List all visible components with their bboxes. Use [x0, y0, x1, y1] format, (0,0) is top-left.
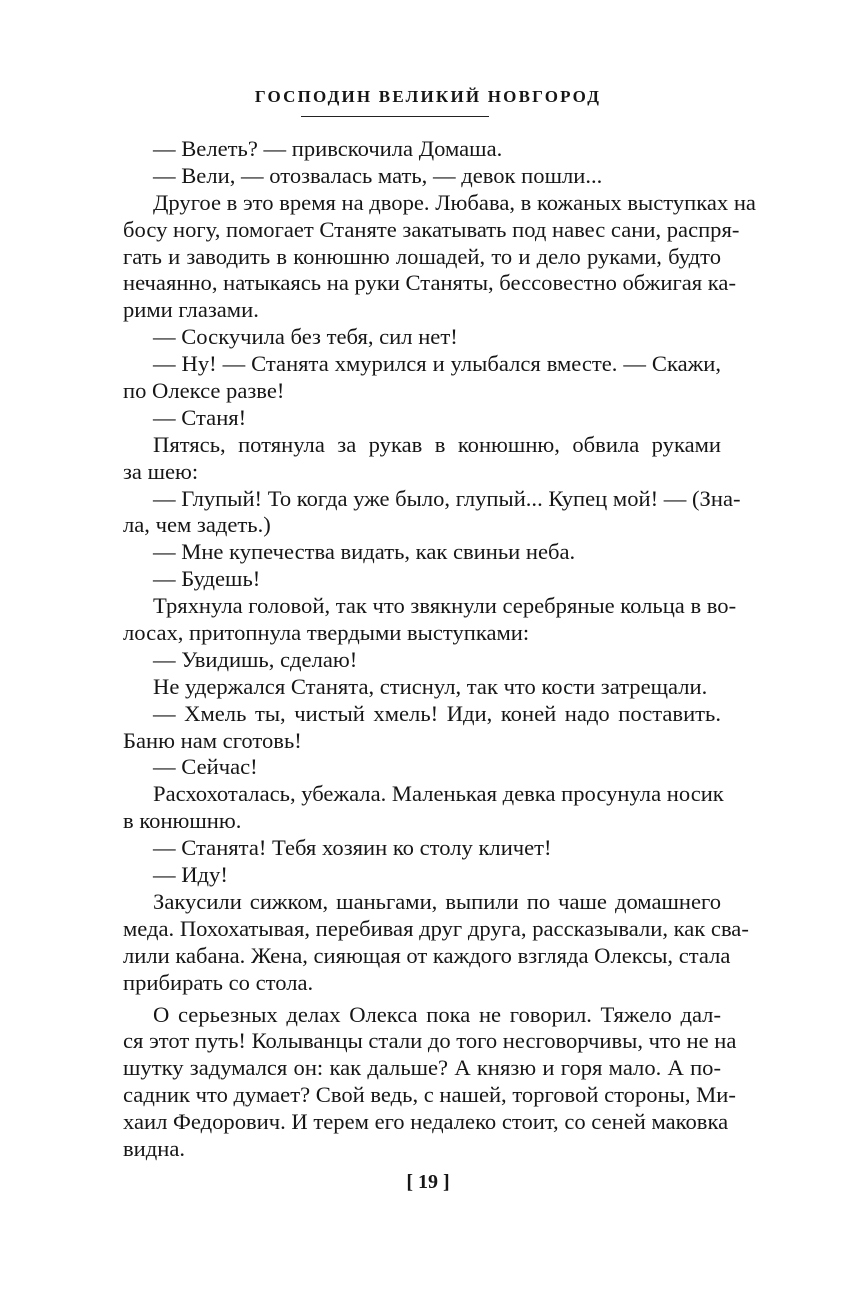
text-line: — Будешь!	[153, 566, 261, 592]
text-line: — Станя!	[153, 404, 247, 430]
text-line: — Велеть? — привскочила Домаша.	[153, 136, 503, 161]
text-line: — Иду!	[153, 862, 228, 888]
text-line: нечаянно, натыкаясь на руки Станяты, бессовестно обжигая ка-	[123, 270, 736, 296]
text-line: — Сейчас!	[153, 754, 258, 780]
text-line: ла, чем задеть.)	[123, 512, 271, 538]
body-text	[123, 136, 756, 1163]
text-line: за шею:	[123, 458, 199, 484]
text-line: — Вели, — отозвалась мать, — девок пошли...	[153, 162, 603, 188]
text-line: — Мне купечества видать, как свиньи неба.	[153, 539, 576, 565]
header-rule	[301, 116, 489, 117]
running-head: ГОСПОДИН ВЕЛИКИЙ НОВГОРОД	[254, 87, 602, 106]
text-line: Баню нам сготовь!	[123, 727, 302, 753]
text-line: Тряхнула головой, так что звякнули серебряные кольца в во-	[153, 593, 737, 619]
text-line: — Глупый! То когда уже было, глупый... Купец мой! — (Зна-	[153, 485, 741, 511]
text-line: — Увидишь, сделаю!	[153, 646, 358, 672]
text-line: — Хмель ты, чистый хмель! Иди, коней надо поставить.	[153, 700, 721, 726]
text-line: лосах, притопнула твердыми выступками:	[123, 620, 530, 646]
text-line: хаил Федорович. И терем его недалеко стоит, со сеней маковка	[123, 1109, 729, 1135]
text-line: Другое в это время на дворе. Любава, в кожаных выступках на	[153, 189, 756, 215]
text-line: ся этот путь! Колыванцы стали до того несговорчивы, что не на	[123, 1028, 737, 1054]
text-line: — Соскучила без тебя, сил нет!	[153, 324, 458, 350]
text-line: босу ногу, помогает Станяте закатывать под навес сани, распря-	[123, 216, 740, 242]
text-line: меда. Похохатывая, перебивая друг друга, рассказывали, как сва-	[123, 915, 749, 941]
text-line: Закусили сижком, шаньгами, выпили по чаше домашнего	[153, 888, 721, 914]
text-line: рими глазами.	[123, 297, 259, 323]
text-line: в конюшню.	[123, 808, 242, 834]
text-line: Расхохоталась, убежала. Маленькая девка просунула носик	[153, 781, 724, 807]
text-line: Не удержался Станята, стиснул, так что кости затрещали.	[153, 673, 708, 699]
text-line: садник что думает? Свой ведь, с нашей, торговой стороны, Ми-	[123, 1082, 736, 1108]
text-line: О серьезных делах Олекса пока не говорил. Тяжело дал-	[153, 1001, 721, 1027]
text-line: — Станята! Тебя хозяин ко столу кличет!	[153, 835, 552, 861]
text-line: лили кабана. Жена, сияющая от каждого взгляда Олексы, стала	[123, 942, 731, 968]
text-line: прибирать со стола.	[123, 969, 314, 995]
text-line: видна.	[123, 1135, 186, 1161]
text-line: — Ну! — Станята хмурился и улыбался вместе. — Скажи,	[153, 351, 721, 377]
page-number: [ 19 ]	[406, 1171, 450, 1193]
text-line: Пятясь, потянула за рукав в конюшню, обвила руками	[153, 431, 721, 457]
text-line: гать и заводить в конюшню лошадей, то и дело руками, будто	[123, 243, 721, 269]
text-line: по Олексе разве!	[123, 378, 285, 404]
text-line: шутку задумался он: как дальше? А князю и горя мало. А по-	[123, 1055, 721, 1081]
